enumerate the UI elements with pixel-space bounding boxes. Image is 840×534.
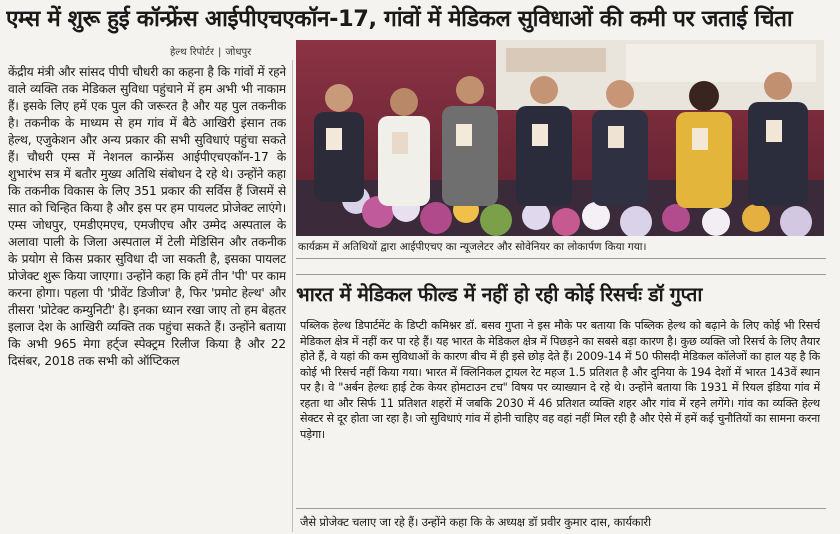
article-body-text: केंद्रीय मंत्री और सांसद पीपी चौधरी का कहना है कि गांवों में रहने वाले व्यक्ति तक मेडिकल सुविधा पहुंचाने में हम अभी भी नाकाम हैं। इसके लिए हमें एक पुल की जरूरत है और यह पुल तकनीक है। तकनीक के माध्यम से हम गांव में बैठे आखिरी इंसान तक हेल्थ, एजुकेशन और अन्य प्रकार की सभी सुविधाएं पहुंचा सकते हैं। चौधरी एम्स में नेशनल कान्फ्रेंस आईपीएचएकॉन-17 के शुभारंभ सत्र में बतौर मुख्य अतिथि संबोधन दे रहे थे। उन्होंने कहा कि तकनीक विकास के लिए 351 प्रकार की सर्विस हैं जिसमें से सात को चिन्हित किया है और इस पर हम पायलट प्रोजेक्ट लाएंगे। एम्स जोधपुर, एमडीएमएच, एमजीएच और उम्मेद अस्पताल के अलावा पाली के जिला अस्पताल में टेली मेडिसिन और तकनीक के प्रयोग से किस प्रकार सुविधा दी जा सकती है, इसका पायलट प्रोजेक्ट शुरू किया जाएगा। उन्होंने कहा कि हमें तीन 'पी' पर काम करना होगा। पहला पी 'प्रीवेंट डिजीज' है, फिर 'प्रमोट हेल्थ' और तीसरा 'प्रोटेक्ट कम्युनिटी' है। इनका ध्यान रखा जाए तो हम बेहतर इलाज देश के आखिरी व्यक्ति तक पहुंचा सकते हैं। उन्होंने बताया कि अभी 965 मेगा हर्ट्ज स्पेक्ट्रम रिलीज किया है और 22 दिसंबर, 2018 तक सभी को ऑप्टिकल — [8, 65, 286, 368]
headline: एम्स में शुरू हुई कॉन्फ्रेंस आईपीएचएकॉन-17, गांवों में मेडिकल सुविधाओं की कमी पर जताई चिंता — [6, 6, 793, 32]
byline — [170, 44, 251, 58]
photo-caption: कार्यक्रम में अतिथियों द्वारा आईपीएचए का न्यूजलेटर और सोवेनियर का लोकार्पण किया गया। — [298, 241, 647, 253]
sidebar-story-body — [300, 318, 820, 504]
event-photo-illustration — [296, 40, 824, 236]
section-rule-top — [296, 258, 826, 259]
sidebar-story-text: पब्लिक हेल्थ डिपार्टमेंट के डिप्टी कमिश्नर डॉ. बसव गुप्ता ने इस मौके पर बताया कि पब्लिक हेल्थ को बढ़ाने के लिए कोई भी रिसर्च मेडिकल क्षेत्र में नहीं कर पा रहे हैं। यह भारत के मेडिकल क्षेत्र में पिछड़ने का सबसे बड़ा कारण है। कुछ व्यक्ति जो रिसर्च के लिए तैयार होते हैं, वे यहां की कम सुविधाओं के कारण बीच में ही इसे छोड़ देते हैं। 2009-14 में 50 फीसदी मेडिकल कॉलेजों का हाल यह है कि कोई भी रिसर्च नहीं किया गया। भारत में क्लिनिकल ट्रायल रेट महज 1.5 प्रतिशत है और दुनिया के 194 देशों में भारत 143वें स्थान पर है। वे "अर्बन हेल्थः हाई टेक केयर होमटाउन टच" विषय पर व्याख्यान दे रहे थे। उन्होंने बताया कि 1931 में रियल इंडिया गांव में रहता था और सिर्फ 11 प्रतिशत शहरों में जबकि 2030 में 46 प्रतिशत व्यक्ति शहर और गांव में रहने लगेंगे। गांव का व्यक्ति हेल्थ सेक्टर से दूर होता जा रहा है। जो सुविधाएं गांव में होनी चाहिए वह वहां नहीं मिल रही है और ऐसे में हमें कई चुनौतियों का सामना करना पड़ेगा। — [300, 319, 820, 441]
column-divider — [292, 60, 293, 532]
event-photo — [296, 40, 824, 236]
section-rule-double — [296, 274, 826, 275]
sidebar-headline: भारत में मेडिकल फील्ड में नहीं हो रही कोई रिसर्चः डॉ गुप्ता — [296, 283, 703, 306]
dateline-location: जोधपुर — [225, 47, 252, 58]
reporter-name: हेल्थ रिपोर्टर — [170, 47, 214, 58]
continuation-text: जैसे प्रोजेक्ट चलाए जा रहे हैं। उन्होंने कहा कि के अध्यक्ष डॉ प्रवीर कुमार दास, कार्यकारी — [300, 515, 651, 529]
article-body-column — [8, 64, 286, 534]
byline-separator: | — [217, 47, 222, 58]
section-rule-bottom — [296, 508, 826, 509]
